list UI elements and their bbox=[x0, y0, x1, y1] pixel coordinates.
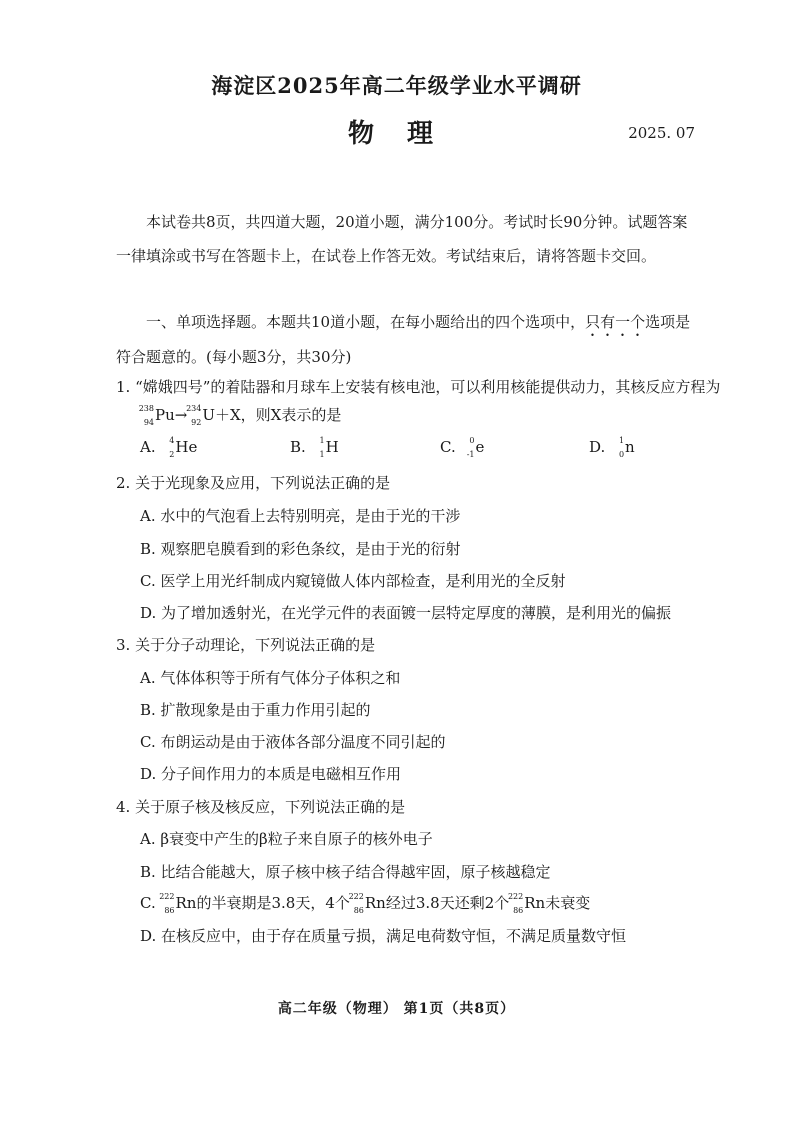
q2-option-b: B. 观察肥皂膜看到的彩色条纹，是由于光的衍射 bbox=[140, 540, 461, 558]
atomic-number: 2 bbox=[169, 450, 175, 459]
reaction-arrow: → bbox=[174, 406, 188, 424]
mass-number: 4 bbox=[169, 436, 175, 445]
q1-option-a bbox=[140, 438, 197, 458]
q2-option-a: A. 水中的气泡看上去特别明亮，是由于光的干涉 bbox=[140, 507, 461, 525]
exam-date: 2025. 07 bbox=[628, 124, 695, 142]
section-heading bbox=[116, 305, 698, 374]
option-label: B. bbox=[290, 438, 306, 456]
q4-option-c bbox=[140, 892, 590, 914]
pu-mass-number: 238 bbox=[138, 404, 154, 413]
atomic-number: 0 bbox=[618, 450, 625, 459]
option-c-text-3: 未衰变 bbox=[545, 894, 591, 912]
option-label: A. bbox=[140, 438, 156, 456]
nuclide-notation bbox=[311, 438, 325, 458]
element-symbol: n bbox=[625, 438, 635, 456]
nuclide-notation bbox=[160, 438, 174, 458]
q1-option-d bbox=[589, 438, 635, 458]
element-symbol: He bbox=[175, 438, 198, 456]
element-symbol: e bbox=[475, 438, 485, 456]
q3-option-d: D. 分子间作用力的本质是电磁相互作用 bbox=[140, 765, 402, 783]
option-c-text-2: 经过3.8天还剩2个 bbox=[385, 894, 510, 912]
q3-stem: 3. 关于分子动理论，下列说法正确的是 bbox=[116, 636, 376, 654]
section-lead: 一、单项选择题。本题共10道小题，在每小题给出的四个选项中， bbox=[146, 313, 586, 331]
nuclide-notation bbox=[461, 438, 475, 458]
mass-number: 222 bbox=[159, 892, 175, 901]
mass-number: 222 bbox=[507, 892, 524, 901]
rn-nuclide-notation bbox=[350, 894, 364, 914]
atomic-number: 86 bbox=[164, 906, 175, 915]
pu-symbol: Pu bbox=[155, 406, 175, 424]
rn-nuclide-notation bbox=[509, 894, 523, 914]
q3-option-a: A. 气体体积等于所有气体分子体积之和 bbox=[140, 669, 401, 687]
section-tail: 选项是符合题意的。(每小题3分，共30分) bbox=[116, 313, 691, 366]
q2-option-d: D. 为了增加透射光，在光学元件的表面镀一层特定厚度的薄膜，是利用光的偏振 bbox=[140, 604, 672, 622]
option-c-text-1: 的半衰期是3.8天，4个 bbox=[196, 894, 350, 912]
u-symbol: U bbox=[202, 406, 215, 424]
element-symbol: H bbox=[325, 438, 339, 456]
q2-option-c: C. 医学上用光纤制成内窥镜做人体内部检查，是利用光的全反射 bbox=[140, 572, 566, 590]
element-symbol: Rn bbox=[524, 894, 546, 912]
q1-stem: 1. “嫦娥四号”的着陆器和月球车上安装有核电池，可以利用核能提供动力，其核反应方程为 bbox=[116, 378, 721, 396]
pu-atomic-number: 94 bbox=[143, 418, 154, 427]
element-symbol: Rn bbox=[364, 894, 386, 912]
atomic-number: 86 bbox=[353, 906, 364, 915]
exam-instructions: 本试卷共8页，共四道大题，20道小题，满分100分。考试时长90分钟。试题答案一律填涂或书写在答题卡上，在试卷上作答无效。考试结束后，请将答题卡交回。 bbox=[116, 213, 688, 265]
q1-option-b bbox=[290, 438, 339, 458]
mass-number: 0 bbox=[469, 436, 475, 445]
atomic-number: 1 bbox=[319, 450, 325, 459]
u-nuclide-notation bbox=[187, 406, 201, 426]
mass-number: 1 bbox=[618, 436, 625, 445]
nuclide-notation bbox=[610, 438, 624, 458]
pu-nuclide-notation bbox=[140, 406, 154, 426]
q3-option-b: B. 扩散现象是由于重力作用引起的 bbox=[140, 701, 371, 719]
option-label: C. bbox=[140, 894, 156, 912]
q2-stem: 2. 关于光现象及应用，下列说法正确的是 bbox=[116, 474, 391, 492]
option-label: C. bbox=[440, 438, 456, 456]
u-atomic-number: 92 bbox=[191, 418, 202, 427]
atomic-number: 86 bbox=[513, 906, 524, 915]
q4-stem: 4. 关于原子核及核反应，下列说法正确的是 bbox=[116, 798, 406, 816]
q3-option-c: C. 布朗运动是由于液体各部分温度不同引起的 bbox=[140, 733, 446, 751]
u-mass-number: 234 bbox=[186, 404, 202, 413]
atomic-number: -1 bbox=[466, 450, 475, 459]
q1-equation bbox=[140, 404, 341, 426]
q4-option-a: A. β衰变中产生的β粒子来自原子的核外电子 bbox=[140, 830, 433, 848]
rn-nuclide-notation bbox=[161, 894, 175, 914]
page-footer: 高二年级（物理） 第1页（共8页） bbox=[277, 1001, 516, 1017]
q1-equation-rest: ＋X，则X表示的是 bbox=[215, 406, 342, 424]
element-symbol: Rn bbox=[175, 894, 197, 912]
mass-number: 222 bbox=[348, 892, 364, 901]
q4-option-d: D. 在核反应中，由于存在质量亏损，满足电荷数守恒，不满足质量数守恒 bbox=[140, 927, 627, 945]
option-label: D. bbox=[589, 438, 606, 456]
section-emphasis: 只有一个 bbox=[585, 313, 646, 331]
subject-title: 物 理 bbox=[347, 119, 446, 149]
q1-option-c bbox=[440, 438, 484, 458]
mass-number: 1 bbox=[319, 436, 325, 445]
exam-title: 海淀区2025年高二年级学业水平调研 bbox=[211, 73, 582, 98]
q4-option-b: B. 比结合能越大，原子核中核子结合得越牢固，原子核越稳定 bbox=[140, 863, 551, 881]
